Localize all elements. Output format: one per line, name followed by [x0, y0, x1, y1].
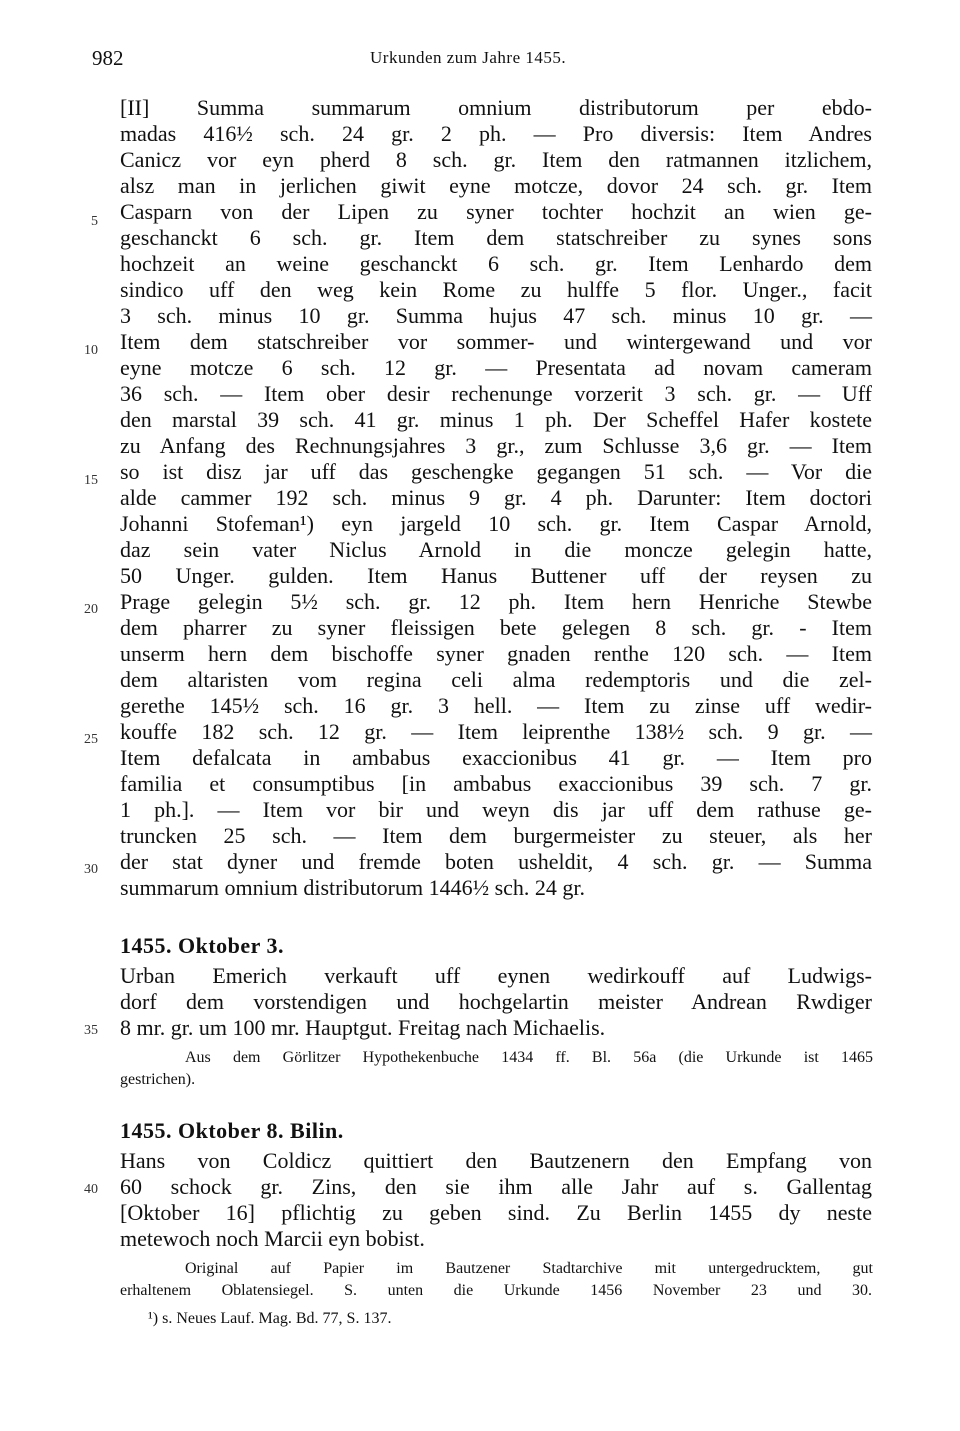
text-line: Item defalcata in ambabus exaccionibus 41 gr. — Item pro [120, 745, 872, 770]
text-line: Casparn von der Lipen zu syner tochter hochzit an wien ge- [120, 199, 872, 224]
line-number: 15 [84, 473, 98, 488]
text-line: Prage gelegin 5½ sch. gr. 12 ph. Item hern Henriche Stewbe [120, 589, 872, 614]
line-number: 35 [84, 1023, 98, 1038]
text-line: Johanni Stofeman¹) eyn jargeld 10 sch. gr. Item Caspar Arnold, [120, 511, 872, 536]
text-line: daz sein vater Niclus Arnold in die moncze gelegin hatte, [120, 537, 872, 562]
text-line: Urban Emerich verkauft uff eynen wedirkouff auf Ludwigs- [120, 963, 872, 988]
text-line: 60 schock gr. Zins, den sie ihm alle Jahr auf s. Gallentag [120, 1174, 872, 1199]
source-note: gestrichen). [120, 1071, 196, 1088]
text-line: zu Anfang des Rechnungsjahres 3 gr., zum Schlusse 3,6 gr. — Item [120, 433, 872, 458]
line-number: 25 [84, 732, 98, 747]
text-line: 36 sch. — Item ober desir rechenunge vorzerit 3 sch. gr. — Uff [120, 381, 872, 406]
source-note: erhaltenem Oblatensiegel. S. unten die Urkunde 1456 November 23 und 30. [120, 1282, 872, 1299]
text-line: eyne motcze 6 sch. 12 gr. — Presentata ad novam cameram [120, 355, 872, 380]
text-line: metewoch noch Marcii eyn bobist. [120, 1226, 425, 1251]
text-line: alde cammer 192 sch. minus 9 gr. 4 ph. Darunter: Item doctori [120, 485, 872, 510]
text-line: 3 sch. minus 10 gr. Summa hujus 47 sch. minus 10 gr. — [120, 303, 872, 328]
text-line: Item dem statschreiber vor sommer- und wintergewand und vor [120, 329, 872, 354]
source-note: Aus dem Görlitzer Hypothekenbuche 1434 ff. Bl. 56a (die Urkunde ist 1465 [185, 1049, 873, 1066]
entry-heading: 1455. Oktober 8. Bilin. [120, 1118, 344, 1143]
line-number: 30 [84, 862, 98, 877]
text-line: 1 ph.]. — Item vor bir und weyn dis jar uff dem rathuse ge- [120, 797, 872, 822]
text-line: sindico uff den weg kein Rome zu hulffe 5 flor. Unger., facit [120, 277, 872, 302]
footnote: ¹) s. Neues Lauf. Mag. Bd. 77, S. 137. [148, 1310, 392, 1327]
line-number: 5 [91, 214, 98, 229]
text-line: der stat dyner und fremde boten usheldit, 4 sch. gr. — Summa [120, 849, 872, 874]
text-line: 50 Unger. gulden. Item Hanus Buttener uff der reysen zu [120, 563, 872, 588]
text-line: truncken 25 sch. — Item dem burgermeister zu steuer, als her [120, 823, 872, 848]
entry-heading: 1455. Oktober 3. [120, 933, 285, 958]
text-line: gerethe 145½ sch. 16 gr. 3 hell. — Item zu zinse uff wedir- [120, 693, 872, 718]
line-number: 40 [84, 1182, 98, 1197]
text-line: geschanckt 6 sch. gr. Item dem statschreiber zu synes sons [120, 225, 872, 250]
text-line: Canicz vor eyn pherd 8 sch. gr. Item den ratmannen itzlichem, [120, 147, 872, 172]
running-title: Urkunden zum Jahre 1455. [370, 48, 567, 67]
text-line: den marstal 39 sch. 41 gr. minus 1 ph. Der Scheffel Hafer kostete [120, 407, 872, 432]
text-line: hochzeit an weine geschanckt 6 sch. gr. Item Lenhardo dem [120, 251, 872, 276]
text-line: kouffe 182 sch. 12 gr. — Item leiprenthe 138½ sch. 9 gr. — [120, 719, 872, 744]
text-line: Hans von Coldicz quittiert den Bautzenern den Empfang von [120, 1148, 872, 1173]
text-line: madas 416½ sch. 24 gr. 2 ph. — Pro diversis: Item Andres [120, 121, 872, 146]
text-line: dem pharrer zu syner fleissigen bete gelegen 8 sch. gr. - Item [120, 615, 872, 640]
text-line: dorf dem vorstendigen und hochgelartin meister Andrean Rwdiger [120, 989, 872, 1014]
text-line: familia et consumptibus [in ambabus exaccionibus 39 sch. 7 gr. [120, 771, 872, 796]
page-header [0, 46, 960, 76]
text-line: unserm hern dem bischoffe syner gnaden renthe 120 sch. — Item [120, 641, 872, 666]
text-line: [Oktober 16] pflichtig zu geben sind. Zu Berlin 1455 dy neste [120, 1200, 872, 1225]
line-number: 20 [84, 602, 98, 617]
page-number: 982 [92, 46, 124, 70]
text-line: [II] Summa summarum omnium distributorum per ebdo- [120, 95, 872, 120]
text-line: alsz man in jerlichen giwit eyne motcze, dovor 24 sch. gr. Item [120, 173, 872, 198]
source-note: Original auf Papier im Bautzener Stadtarchive mit untergedrucktem, gut [185, 1260, 873, 1277]
text-line: dem altaristen vom regina celi alma redemptoris und die zel- [120, 667, 872, 692]
text-line: 8 mr. gr. um 100 mr. Hauptgut. Freitag nach Michaelis. [120, 1015, 606, 1040]
text-line: summarum omnium distributorum 1446½ sch. 24 gr. [120, 875, 586, 900]
text-line: so ist disz jar uff das geschengke gegangen 51 sch. — Vor die [120, 459, 872, 484]
line-number: 10 [84, 343, 98, 358]
